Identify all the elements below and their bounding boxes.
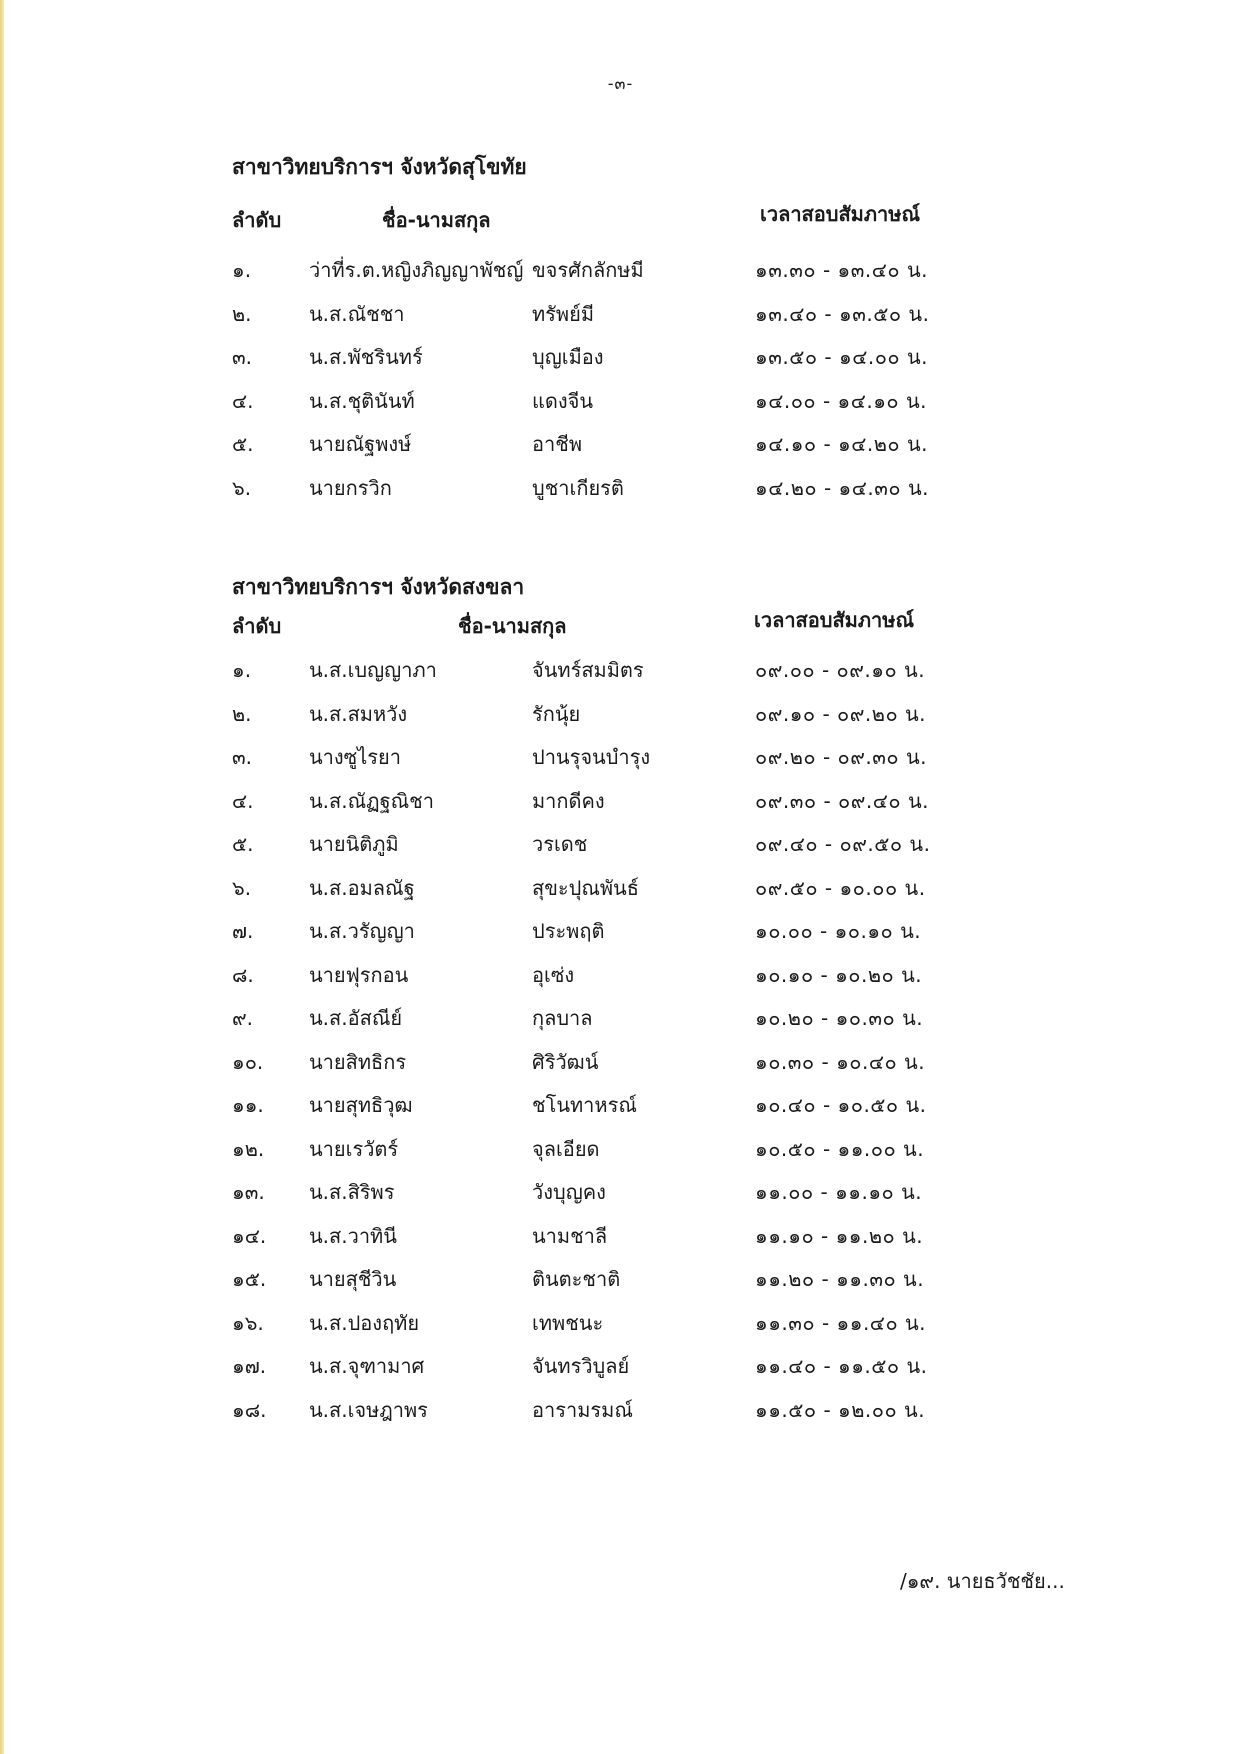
section-title: สาขาวิทยบริการฯ จังหวัดสงขลา bbox=[232, 575, 525, 599]
last-name: ชโนทาหรณ์ bbox=[532, 1093, 637, 1117]
last-name: อาชีพ bbox=[532, 432, 582, 456]
table-body bbox=[232, 246, 1132, 507]
table-row bbox=[232, 733, 1132, 777]
last-name: วังบุญคง bbox=[532, 1180, 606, 1204]
first-name: น.ส.เจษฎาพร bbox=[309, 1397, 428, 1422]
interview-time: ๐๙.๕๐ - ๑๐.๐๐ น. bbox=[755, 875, 926, 900]
interview-time: ๑๐.๔๐ - ๑๐.๕๐ น. bbox=[755, 1093, 927, 1117]
last-name: ขจรศักลักษมี bbox=[532, 258, 644, 282]
first-name: นายฟุรกอน bbox=[309, 962, 409, 987]
first-name: น.ส.ชุตินันท์ bbox=[309, 388, 415, 413]
continuation-note: /๑๙. นายธวัชชัย... bbox=[900, 1569, 1065, 1593]
table-row bbox=[232, 1168, 1132, 1212]
order-number: ๑๘. bbox=[232, 1397, 267, 1422]
first-name: นายกรวิก bbox=[309, 475, 392, 500]
interview-time: ๐๙.๓๐ - ๐๙.๔๐ น. bbox=[755, 788, 929, 813]
order-number: ๑๖. bbox=[232, 1310, 264, 1335]
last-name: บูชาเกียรติ bbox=[532, 475, 624, 500]
last-name: แดงจีน bbox=[532, 388, 594, 413]
first-name: นายสิทธิกร bbox=[309, 1049, 407, 1074]
interview-time: ๑๑.๕๐ - ๑๒.๐๐ น. bbox=[755, 1397, 926, 1422]
order-number: ๖. bbox=[232, 875, 252, 900]
table-row bbox=[232, 777, 1132, 821]
first-name: น.ส.วรัญญา bbox=[309, 919, 415, 943]
interview-time: ๑๐.๒๐ - ๑๐.๓๐ น. bbox=[755, 1006, 924, 1030]
table-row bbox=[232, 246, 1132, 290]
order-number: ๕. bbox=[232, 432, 254, 456]
first-name: น.ส.อมลณัฐ bbox=[309, 875, 415, 900]
order-number: ๒. bbox=[232, 701, 252, 726]
section-title: สาขาวิทยบริการฯ จังหวัดสุโขทัย bbox=[232, 155, 527, 179]
order-number: ๑๒. bbox=[232, 1136, 265, 1161]
first-name: น.ส.อัสณีย์ bbox=[309, 1006, 403, 1030]
header-order: ลำดับ bbox=[232, 208, 282, 232]
last-name: มากดีคง bbox=[532, 788, 605, 813]
interview-time: ๑๐.๓๐ - ๑๐.๔๐ น. bbox=[755, 1049, 926, 1074]
last-name: ประพฤติ bbox=[532, 919, 605, 943]
interview-time: ๑๔.๒๐ - ๑๔.๓๐ น. bbox=[755, 475, 929, 500]
order-number: ๑๗. bbox=[232, 1354, 267, 1378]
header-name: ชื่อ-นามสกุล bbox=[458, 614, 567, 638]
order-number: ๑๓. bbox=[232, 1180, 265, 1204]
first-name: น.ส.จุฑามาศ bbox=[309, 1354, 425, 1378]
interview-time: ๑๑.๐๐ - ๑๑.๑๐ น. bbox=[755, 1180, 923, 1204]
interview-time: ๑๓.๔๐ - ๑๓.๕๐ น. bbox=[755, 301, 930, 326]
first-name: น.ส.ณัฏฐณิชา bbox=[309, 788, 434, 813]
table-row bbox=[232, 907, 1132, 951]
interview-time: ๑๓.๓๐ - ๑๓.๔๐ น. bbox=[755, 258, 928, 282]
table-row bbox=[232, 994, 1132, 1038]
order-number: ๑. bbox=[232, 258, 252, 282]
table-row bbox=[232, 1342, 1132, 1386]
last-name: กุลบาล bbox=[532, 1006, 593, 1030]
page-edge-shadow bbox=[0, 0, 4, 1754]
table-row bbox=[232, 690, 1132, 734]
table-row bbox=[232, 464, 1132, 508]
last-name: วรเดช bbox=[532, 832, 588, 856]
interview-time: ๑๑.๓๐ - ๑๑.๔๐ น. bbox=[755, 1310, 927, 1335]
interview-time: ๑๐.๕๐ - ๑๑.๐๐ น. bbox=[755, 1136, 925, 1161]
interview-time: ๐๙.๐๐ - ๐๙.๑๐ น. bbox=[755, 658, 926, 682]
table-header bbox=[232, 604, 1132, 644]
order-number: ๖. bbox=[232, 475, 252, 500]
order-number: ๑๐. bbox=[232, 1049, 264, 1074]
table-row bbox=[232, 1255, 1132, 1299]
order-number: ๑๑. bbox=[232, 1093, 264, 1117]
table-row bbox=[232, 1386, 1132, 1430]
last-name: ศิริวัฒน์ bbox=[532, 1049, 599, 1074]
interview-time: ๑๐.๑๐ - ๑๐.๒๐ น. bbox=[755, 962, 923, 987]
table-row bbox=[232, 290, 1132, 334]
first-name: น.ส.สิริพร bbox=[309, 1180, 395, 1204]
last-name: จันทร์สมมิตร bbox=[532, 658, 644, 682]
interview-time: ๐๙.๒๐ - ๐๙.๓๐ น. bbox=[755, 745, 928, 769]
order-number: ๗. bbox=[232, 919, 254, 943]
page-number: -๓- bbox=[607, 74, 634, 93]
interview-time: ๑๔.๐๐ - ๑๔.๑๐ น. bbox=[755, 388, 928, 413]
order-number: ๑. bbox=[232, 658, 252, 682]
last-name: จันทรวิบูลย์ bbox=[532, 1354, 630, 1378]
table-row bbox=[232, 1125, 1132, 1169]
first-name: น.ส.สมหวัง bbox=[309, 701, 408, 726]
table-row bbox=[232, 1212, 1132, 1256]
last-name: บุญเมือง bbox=[532, 345, 604, 369]
last-name: ตินตะชาติ bbox=[532, 1267, 621, 1291]
header-time: เวลาสอบสัมภาษณ์ bbox=[760, 202, 921, 226]
last-name: อารามรมณ์ bbox=[532, 1397, 633, 1422]
first-name: นายเรวัตร์ bbox=[309, 1136, 399, 1161]
first-name: นางซูไรยา bbox=[309, 745, 401, 769]
last-name: เทพชนะ bbox=[532, 1310, 604, 1335]
interview-time: ๑๑.๔๐ - ๑๑.๕๐ น. bbox=[755, 1354, 928, 1378]
table-row bbox=[232, 1299, 1132, 1343]
order-number: ๕. bbox=[232, 832, 254, 856]
order-number: ๔. bbox=[232, 388, 254, 413]
order-number: ๑๕. bbox=[232, 1267, 267, 1291]
last-name: สุขะปุณพันธ์ bbox=[532, 875, 639, 900]
table-row bbox=[232, 333, 1132, 377]
header-name: ชื่อ-นามสกุล bbox=[382, 208, 491, 232]
order-number: ๒. bbox=[232, 301, 252, 326]
table-row bbox=[232, 1081, 1132, 1125]
first-name: นายสุทธิวุฒ bbox=[309, 1093, 413, 1117]
table-row bbox=[232, 864, 1132, 908]
order-number: ๓. bbox=[232, 345, 253, 369]
first-name: นายนิติภูมิ bbox=[309, 832, 399, 856]
interview-time: ๐๙.๔๐ - ๐๙.๕๐ น. bbox=[755, 832, 931, 856]
first-name: น.ส.เบญญาภา bbox=[309, 658, 437, 682]
interview-time: ๐๙.๑๐ - ๐๙.๒๐ น. bbox=[755, 701, 927, 726]
interview-time: ๑๔.๑๐ - ๑๔.๒๐ น. bbox=[755, 432, 928, 456]
last-name: จุลเอียด bbox=[532, 1136, 600, 1161]
table-header bbox=[232, 198, 1132, 238]
first-name: ว่าที่ร.ต.หญิงภิญญาพัชญ์ bbox=[309, 258, 524, 282]
table-body bbox=[232, 646, 1132, 1429]
table-row bbox=[232, 377, 1132, 421]
table-row bbox=[232, 951, 1132, 995]
table-row bbox=[232, 646, 1132, 690]
last-name: ทรัพย์มี bbox=[532, 301, 595, 326]
last-name: รักนุ้ย bbox=[532, 701, 581, 726]
interview-time: ๑๐.๐๐ - ๑๐.๑๐ น. bbox=[755, 919, 922, 943]
order-number: ๑๔. bbox=[232, 1223, 267, 1248]
section-sukhothai bbox=[232, 150, 1132, 507]
first-name: นายณัฐพงษ์ bbox=[309, 432, 412, 456]
last-name: ปานรุจนบำรุง bbox=[532, 745, 651, 769]
last-name: นามชาลี bbox=[532, 1223, 608, 1248]
table-row bbox=[232, 820, 1132, 864]
section-songkhla bbox=[232, 570, 1132, 1429]
first-name: น.ส.ณัชชา bbox=[309, 301, 405, 326]
table-row bbox=[232, 1038, 1132, 1082]
first-name: น.ส.วาทินี bbox=[309, 1223, 397, 1248]
first-name: นายสุชีวิน bbox=[309, 1267, 397, 1291]
interview-time: ๑๑.๒๐ - ๑๑.๓๐ น. bbox=[755, 1267, 925, 1291]
interview-time: ๑๑.๑๐ - ๑๑.๒๐ น. bbox=[755, 1223, 924, 1248]
order-number: ๙. bbox=[232, 1006, 254, 1030]
order-number: ๓. bbox=[232, 745, 253, 769]
header-order: ลำดับ bbox=[232, 614, 282, 638]
last-name: อุเซ่ง bbox=[532, 962, 575, 987]
first-name: น.ส.ปองฤทัย bbox=[309, 1310, 420, 1335]
order-number: ๘. bbox=[232, 962, 254, 987]
header-time: เวลาสอบสัมภาษณ์ bbox=[754, 608, 915, 632]
table-row bbox=[232, 420, 1132, 464]
first-name: น.ส.พัชรินทร์ bbox=[309, 345, 423, 369]
order-number: ๔. bbox=[232, 788, 254, 813]
interview-time: ๑๓.๕๐ - ๑๔.๐๐ น. bbox=[755, 345, 928, 369]
